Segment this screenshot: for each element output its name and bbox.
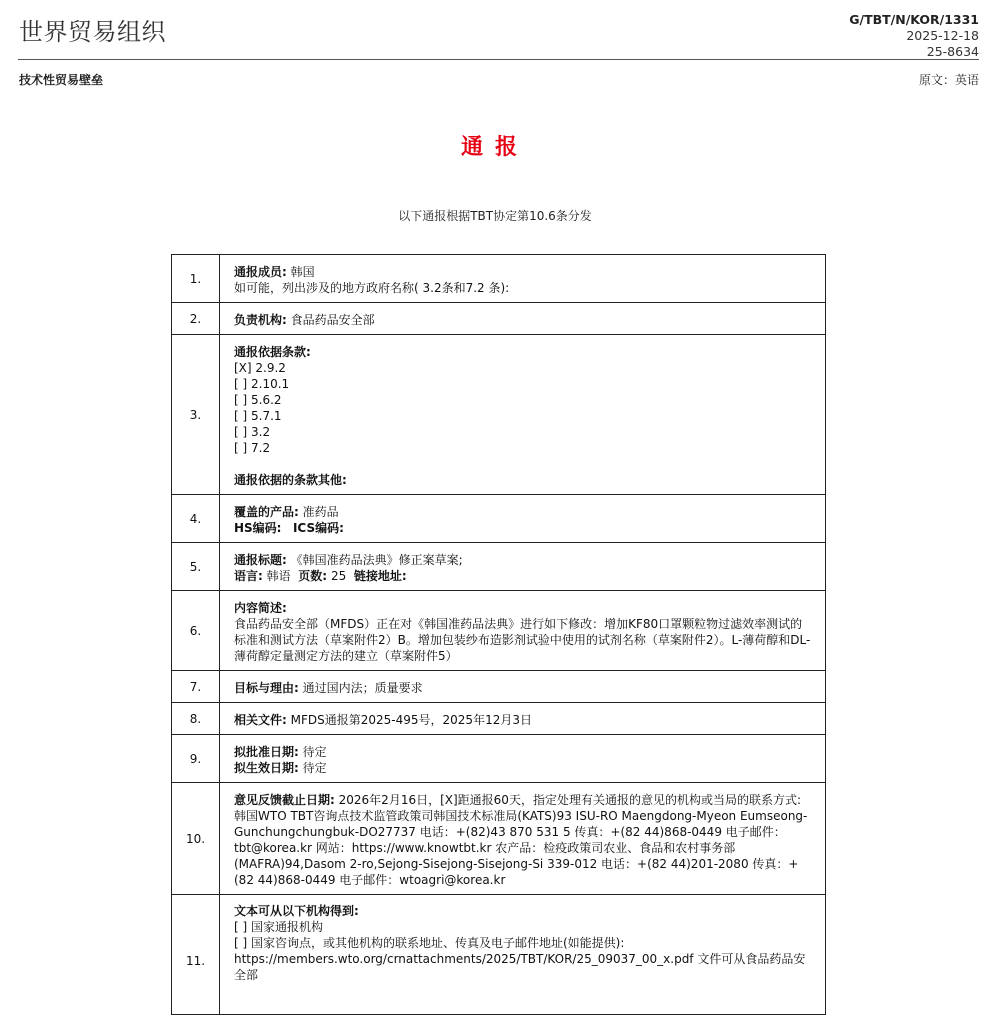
intro-text: 以下通报根据TBT协定第10.6条分发: [398, 209, 592, 223]
field-value: 25: [330, 568, 347, 583]
table-row: [172, 591, 826, 671]
field-value: 韩语: [266, 568, 291, 583]
document-meta: [849, 12, 979, 60]
row-content: [220, 895, 826, 1015]
original-language: 原文：英语: [918, 73, 979, 87]
field-label: 拟批准日期:: [234, 744, 299, 759]
field-value: 待定: [302, 760, 327, 775]
row-content: [220, 335, 826, 495]
row-number: 2.: [172, 303, 220, 335]
checkbox-item: [ ] 5.6.2: [234, 392, 282, 407]
row-number: 11.: [172, 895, 220, 1015]
field-value: 准药品: [302, 504, 339, 519]
checkbox-item: [ ] 国家通报机构: [234, 920, 323, 934]
document-date: 2025-12-18: [906, 28, 979, 43]
row-content: [220, 735, 826, 783]
row-content: [220, 303, 826, 335]
notification-table: [171, 254, 826, 1015]
checkbox-item: [ ] 5.7.1: [234, 408, 282, 423]
row-number: 7.: [172, 671, 220, 703]
table-row: [172, 335, 826, 495]
document-symbol: G/TBT/N/KOR/1331: [849, 12, 979, 27]
document-number: 25-8634: [926, 44, 979, 59]
row-number: 4.: [172, 495, 220, 543]
table-row: [172, 255, 826, 303]
checkbox-item: [ ] 国家咨询点，或其他机构的联系地址、传真及电子邮件地址(如能提供):: [234, 936, 625, 950]
field-label: ICS编码:: [292, 520, 344, 535]
row-content: [220, 591, 826, 671]
row-content: [220, 783, 826, 895]
checkbox-item: [ ] 2.10.1: [234, 376, 290, 391]
field-value: MFDS通报第2025-495号，2025年12月3日: [290, 712, 532, 727]
table-row: [172, 735, 826, 783]
row-number: 8.: [172, 703, 220, 735]
field-value: 通过国内法；质量要求: [302, 680, 423, 695]
row-content: [220, 671, 826, 703]
field-text: 韩国WTO TBT咨询点技术监管政策司韩国技术标准局(KATS)93 ISU-RO Maengdong-Myeon Eumseong-Gunchungchungbuk-DO27737 电话：+(82)43 870 531 5 传真：+(82 44)868-0449 电子邮件：tbt@korea.kr 网站：https://www.knowtbt.kr 农产品：检疫政策司农业、食品和农村事务部(MAFRA)94,Dasom 2-ro,Sejong-Sisejong-Sisejong-Si 339-012 电话：+(82 44)201-2080 传真：+(82 44)868-0449 电子邮件：wtoagri@korea.kr: [234, 808, 808, 887]
row-content: [220, 255, 826, 303]
page-title: 通报: [460, 135, 529, 160]
header-divider: [18, 59, 979, 60]
table-row: [172, 543, 826, 591]
field-label: 拟生效日期:: [234, 760, 299, 775]
checkbox-item: [ ] 7.2: [234, 440, 271, 455]
field-label: 语言:: [234, 568, 263, 583]
table-row: [172, 303, 826, 335]
row-content: [220, 495, 826, 543]
field-label: 内容简述:: [234, 600, 287, 615]
field-value: 《韩国准药品法典》修正案草案;: [290, 552, 463, 567]
table-row: [172, 783, 826, 895]
field-value: 待定: [302, 744, 327, 759]
field-note: 如可能，列出涉及的地方政府名称( 3.2条和7.2 条):: [234, 280, 510, 295]
wto-org-name: 世界贸易组织: [19, 18, 166, 46]
checkbox-item: [ ] 3.2: [234, 424, 271, 439]
row-content: [220, 543, 826, 591]
table-row: [172, 703, 826, 735]
table-row: [172, 895, 826, 1015]
attachment-link[interactable]: https://members.wto.org/crnattachments/2025/TBT/KOR/25_09037_00_x.pdf 文件可从食品药品安全部: [234, 952, 806, 982]
row-number: 10.: [172, 783, 220, 895]
field-label: 通报成员:: [234, 264, 287, 279]
checkbox-item: [X] 2.9.2: [234, 360, 286, 375]
field-label: 相关文件:: [234, 712, 287, 727]
row-number: 3.: [172, 335, 220, 495]
field-label: 负责机构:: [234, 312, 287, 327]
row-number: 1.: [172, 255, 220, 303]
field-text: 食品药品安全部（MFDS）正在对《韩国准药品法典》进行如下修改：增加KF80口罩颗粒物过滤效率测试的标准和测试方法（草案附件2）B。增加包装纱布造影剂试验中使用的试剂名称（草案附件2）。L-薄荷醇和DL-薄荷醇定量测定方法的建立（草案附件5）: [234, 616, 811, 663]
field-label: 链接地址:: [353, 568, 407, 583]
field-value: 2026年2月16日，[X]距通报60天，指定处理有关通报的意见的机构或当局的联系方式:: [338, 792, 801, 807]
field-label: 通报依据的条款其他:: [234, 472, 347, 487]
committee-name: 技术性贸易壁垒: [19, 73, 104, 87]
field-label: 页数:: [298, 568, 328, 583]
row-number: 5.: [172, 543, 220, 591]
row-content: [220, 703, 826, 735]
field-label: 意见反馈截止日期:: [234, 792, 335, 807]
field-label: 通报依据条款:: [234, 344, 311, 359]
row-number: 6.: [172, 591, 220, 671]
row-number: 9.: [172, 735, 220, 783]
table-row: [172, 495, 826, 543]
table-row: [172, 671, 826, 703]
field-label: 覆盖的产品:: [234, 504, 299, 519]
field-label: 文本可从以下机构得到:: [234, 904, 359, 918]
field-label: 目标与理由:: [234, 680, 299, 695]
field-value: 韩国: [290, 264, 315, 279]
field-label: 通报标题:: [234, 552, 287, 567]
field-label: HS编码:: [234, 520, 282, 535]
field-value: 食品药品安全部: [290, 312, 375, 327]
